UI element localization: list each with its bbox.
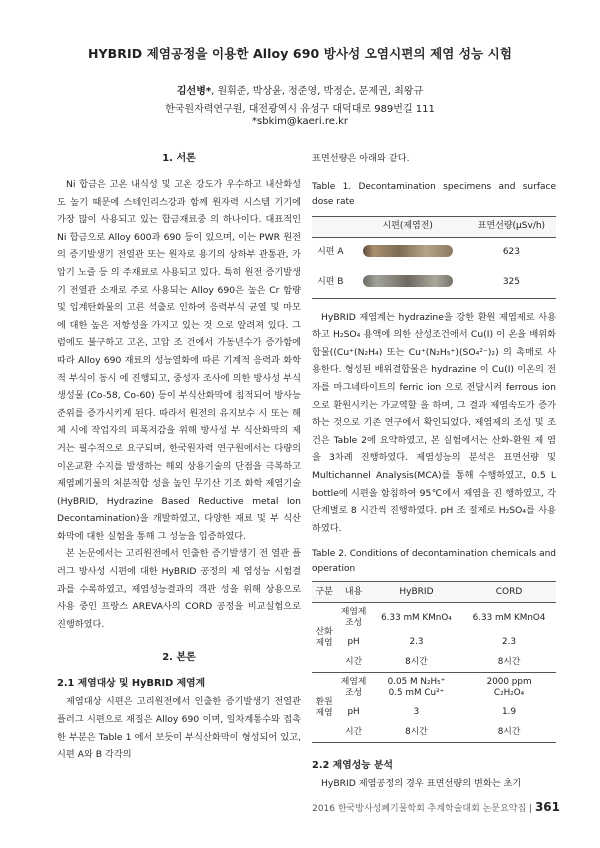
cord-value: 8시간 — [497, 727, 521, 738]
section-2-1-paragraph-2: HyBRID 제염계는 hydrazine을 강한 환원 제염제로 사용하고 H₂SO₄ 용액에 의한 산성조건에서 Cu(I) 이 온을 배위화합물((Cu⁺(N₂H₄) 또는 Cu⁺(N₂H₅⁺)(SO₄²⁻)₂) 의 촉매로 사용한다. 형성된 배위결합물은 hydrazine 이 Cu(I) 이온의 전자를 마그네타이트의 ferric ion 으로 전달시켜 ferrous ion으로 환원시키는 가교역할 을 하며, 그 결과 제염속도가 증가하는 것으로 기존 연구에서 확인되었다. 제염제의 조성 및 조건은 Table 2에 요약하였고, 본 실험에서는 산화-환원 제 염을 3차례 진행하였다. 제염성능의 분석은 표면선량 및 Multichannel Analysis(MCA)를 통해 수행하였고, 0.5 L bottle에 시편을 함침하여 95℃에서 제염을 진 행하였고, 각 단계별로 8 시간씩 진행하였다. pH 조 절제로 H₂SO₄를 사용하였다. — [312, 311, 556, 534]
specimen-a-image — [363, 245, 453, 257]
table-2-header: 구분 — [312, 582, 336, 603]
right-top-text: 표면선량은 아래와 같다. — [312, 153, 410, 164]
subsection-heading-2-2: 2.2 제염성능 분석 — [312, 760, 393, 772]
footer-text: 2016 한국방사성폐기물학회 추계학술대회 논문요약집 — [312, 804, 527, 814]
param-name: 시간 — [345, 727, 363, 738]
intro-paragraph-2: 본 논문에서는 고리원전에서 인출한 증기발생기 전 열관 플러그 방사성 시편에 대한 HyBRID 공정의 제 염성능 시험결과를 수록하였고, 제염성능결과의 객관 성을 위해 상용으로 사용 중인 프랑스 AREVA사의 CORD 공정을 비교실험으로 진행하였다. — [57, 548, 301, 630]
hybrid-value: 8시간 — [405, 657, 428, 668]
group-oxidation: 산화 제염 — [315, 626, 333, 648]
table-2-header: HyBRID — [371, 582, 462, 603]
section-heading-intro: 1. 서론 — [162, 153, 196, 164]
table-row — [312, 673, 556, 703]
page-footer: 2016 한국방사성폐기물학회 추계학술대회 논문요약집 | 361 — [312, 800, 560, 814]
section-2-2-paragraph-1: HyBRID 제염공정의 경우 표면선량의 변화는 초기 — [321, 778, 522, 790]
table-2-header: 내용 — [336, 582, 371, 603]
email: *sbkim@kaeri.re.kr — [252, 116, 348, 127]
table-1-header: 표면선량(μSv/h) — [467, 216, 556, 237]
section-heading-body: 2. 본론 — [162, 652, 196, 664]
co-authors: , 원휘준, 박상윤, 정준영, 박정순, 문제권, 최왕규 — [211, 86, 424, 97]
affiliation: 한국원자력연구원, 대전광역시 유성구 대덕대로 989번길 111 — [165, 104, 435, 115]
dose-value: 623 — [502, 246, 521, 257]
group-reduction: 환원 제염 — [312, 673, 336, 743]
specimen-name: 시편 B — [317, 276, 344, 287]
paper-title: HYBRID 제염공정을 이용한 Alloy 690 방사성 오염시편의 제염 성능 시험 — [87, 46, 513, 61]
intro-paragraph-1: Ni 합금은 고온 내식성 및 고온 강도가 우수하고 내산화성도 높기 때문에 스테인리스강과 함께 원자력 시스템 기기에 가장 많이 사용되고 있는 합금재료중 의 하나이다. 대표적인 Ni 합금으로 Alloy 600과 690 등이 있으며, 이는 PWR 원전의 증기발생기 전열관 또는 원자로 용기의 상하부 관통관, 가압기 노즐 등 의 주재료로 사용되고 있다. 특히 원전 증기발생기 전열관 소재로 주로 사용되는 Alloy 690은 높은 Cr 함량 및 입계탄화물의 고른 석출로 인하여 응력부식 균열 및 마모에 대한 높은 저항성을 가지고 있는 것 으로 알려져 있다. 그럼에도 불구하고 고온, 고압 조 건에서 가동년수가 증가함에 따라 Alloy 690 재료의 성능열화에 따른 기계적 응력과 화학적 부식이 동시 에 진행되고, 중성자 조사에 의한 방사성 부식생성물 (Co-58, Co-60) 등이 부식산화막에 침적되어 방사능 준위를 증가시키게 된다. 따라서 원전의 유지보수 시 또는 해체 시에 작업자의 피폭저감을 위해 방사성 부 식산화막의 제거는 필수적으로 요구되며, 한국원자력 연구원에서는 다량의 이온교환 수지를 발생하는 해외 상용기술의 단점을 극복하고 제염폐기물의 처분적합 성을 높인 무기산 기조 화학 제염기술(HyBRID, Hydrazine Based Reductive metal Ion Decontamination)을 개발하였고, 다양한 재료 및 부 식산화막에 대한 실험을 통해 그 성능을 입증하였다. — [57, 179, 301, 542]
table-row — [312, 653, 556, 673]
table-2 — [312, 581, 556, 743]
param-name: 시간 — [345, 657, 363, 668]
table-row — [312, 633, 556, 653]
cord-value: 8시간 — [497, 657, 521, 668]
specimen-b-image — [363, 275, 453, 287]
subsection-heading-2-1: 2.1 제염대상 및 HyBRID 제염계 — [57, 678, 206, 690]
specimen-name: 시편 A — [317, 246, 344, 257]
table-1-header — [312, 216, 349, 237]
hybrid-value: 8시간 — [405, 727, 428, 738]
table-row — [312, 723, 556, 743]
table-row — [312, 703, 556, 723]
table-1-caption: Table 1. Decontamination specimens and surface dose rate — [312, 181, 556, 207]
cord-value: 6.33 mM KMnO4 — [472, 612, 546, 623]
param-name: pH — [347, 707, 360, 718]
hybrid-value: 6.33 mM KMnO₄ — [381, 612, 452, 623]
cord-value: 2.3 — [502, 637, 517, 648]
table-1-header: 시편(제염전) — [349, 216, 467, 237]
section-2-1-paragraph-1: 제염대상 시편은 고리원전에서 인출한 증기발생기 전열관 플러그 시편으로 재질은 Alloy 690 이며, 일차계통수와 접촉한 부분은 Table 1 에서 보듯이 부식산화막이 형성되어 있고, 시편 A와 B 각각의 — [57, 696, 301, 761]
left-column — [57, 150, 301, 764]
param-name: 제염제 조성 — [336, 673, 371, 703]
lead-author: 김선병* — [176, 86, 212, 97]
table-2-caption: Table 2. Conditions of decontamination chemicals and operation — [312, 549, 556, 575]
page-number: 361 — [534, 800, 560, 814]
param-name: pH — [347, 637, 360, 648]
dose-value: 325 — [502, 276, 521, 287]
table-row — [312, 603, 556, 633]
cord-value: 1.9 — [502, 707, 517, 718]
param-name: 제염제 조성 — [340, 607, 367, 629]
specimen-image — [349, 237, 467, 268]
table-2-header: CORD — [462, 582, 556, 603]
hybrid-value: 2.3 — [409, 637, 424, 648]
hybrid-value: 3 — [413, 707, 420, 718]
table-row — [312, 268, 556, 299]
table-row — [312, 237, 556, 268]
hybrid-value: 0.05 M N₂H₅⁺ 0.5 mM Cu²⁺ — [371, 673, 462, 703]
cord-value: 2000 ppm C₂H₂O₄ — [462, 673, 556, 703]
table-1 — [312, 216, 556, 299]
right-column — [312, 150, 556, 793]
authors — [0, 82, 600, 97]
specimen-image — [349, 268, 467, 299]
